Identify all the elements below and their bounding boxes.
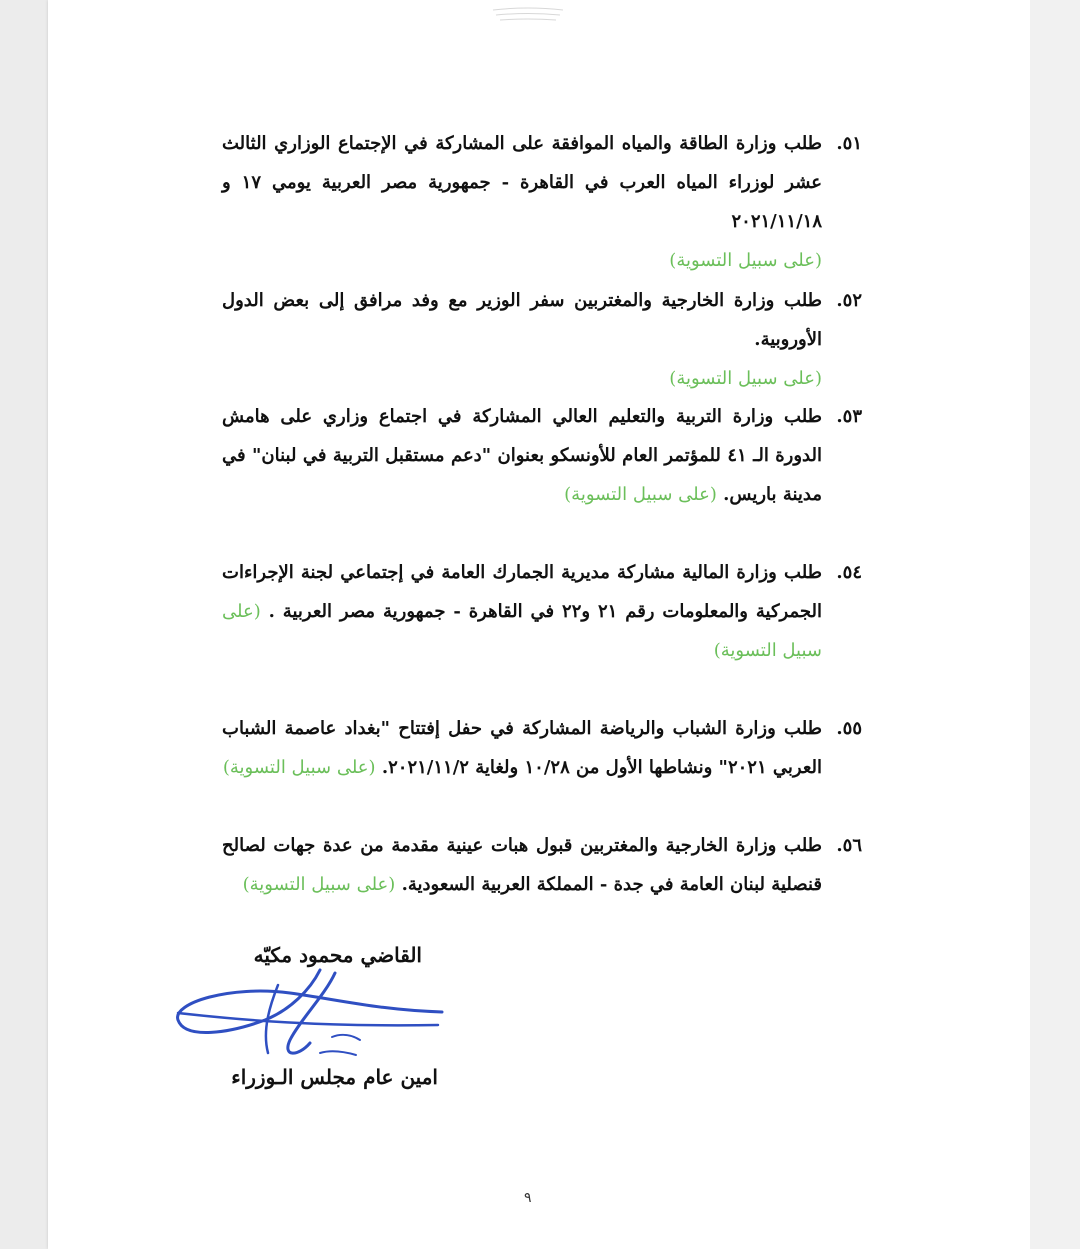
settlement-note: (على سبيل التسوية) bbox=[222, 757, 376, 778]
list-item-54 bbox=[222, 553, 862, 670]
settlement-note: (على سبيل التسوية) bbox=[669, 250, 822, 271]
signatory-name: القاضي محمود مكيّه bbox=[253, 943, 422, 967]
item-text bbox=[222, 709, 822, 787]
handwritten-signature bbox=[170, 965, 460, 1075]
item-text bbox=[222, 826, 822, 904]
settlement-note: (على سبيل التسوية) bbox=[564, 484, 717, 505]
item-number: ٥٣. bbox=[836, 406, 862, 427]
header-stamp-mark bbox=[488, 4, 568, 26]
signature-block bbox=[170, 935, 460, 1105]
item-request-text: طلب وزارة الطاقة والمياه الموافقة على المشاركة في الإجتماع الوزاري الثالث عشر لوزراء المياه العرب في القاهرة - جمهورية مصر العربية يومي ١٧ و ٢٠٢١/١١/١٨ bbox=[222, 133, 822, 232]
list-item-52 bbox=[222, 281, 862, 398]
item-text bbox=[222, 124, 822, 280]
item-number: ٥٤. bbox=[836, 562, 862, 583]
item-number: ٥٦. bbox=[836, 835, 862, 856]
settlement-note: (على سبيل التسوية) bbox=[222, 601, 822, 661]
list-item-56 bbox=[222, 826, 862, 904]
list-item-51 bbox=[222, 124, 862, 280]
item-text bbox=[222, 397, 822, 514]
item-request-text: طلب وزارة الخارجية والمغتربين سفر الوزير مع وفد مرافق إلى بعض الدول الأوروبية. bbox=[222, 290, 822, 350]
item-text bbox=[222, 553, 822, 670]
item-request-text: طلب وزارة المالية مشاركة مديرية الجمارك العامة في إجتماعي لجنة الإجراءات الجمركية والمعلومات رقم ٢١ و٢٢ في القاهرة - جمهورية مصر العربية . bbox=[222, 562, 822, 622]
item-request-text: طلب وزارة الخارجية والمغتربين قبول هبات عينية مقدمة من عدة جهات لصالح قنصلية لبنان العامة في جدة - المملكة العربية السعودية. bbox=[222, 835, 822, 895]
item-number: ٥٥. bbox=[836, 718, 862, 739]
settlement-note: (على سبيل التسوية) bbox=[242, 874, 396, 895]
page-edge-shadow bbox=[1030, 0, 1080, 1249]
item-request-text: طلب وزارة الشباب والرياضة المشاركة في حفل إفتتاح "بغداد عاصمة الشباب العربي ٢٠٢١" ونشاطها الأول من ١٠/٢٨ ولغاية ٢٠٢١/١١/٢. bbox=[222, 718, 822, 778]
settlement-note: (على سبيل التسوية) bbox=[669, 368, 822, 389]
list-item-55 bbox=[222, 709, 862, 787]
list-item-53 bbox=[222, 397, 862, 514]
item-request-text: طلب وزارة التربية والتعليم العالي المشاركة في اجتماع وزاري على هامش الدورة الـ ٤١ للمؤتمر العام للأونسكو بعنوان "دعم مستقبل التربية في لبنان" في مدينة باريس. bbox=[222, 406, 822, 505]
item-text bbox=[222, 281, 822, 398]
page-number: ٩ bbox=[524, 1190, 532, 1206]
signatory-title: امين عام مجلس الـوزراء bbox=[231, 1065, 438, 1089]
item-number: ٥١. bbox=[836, 133, 862, 154]
item-number: ٥٢. bbox=[836, 290, 862, 311]
